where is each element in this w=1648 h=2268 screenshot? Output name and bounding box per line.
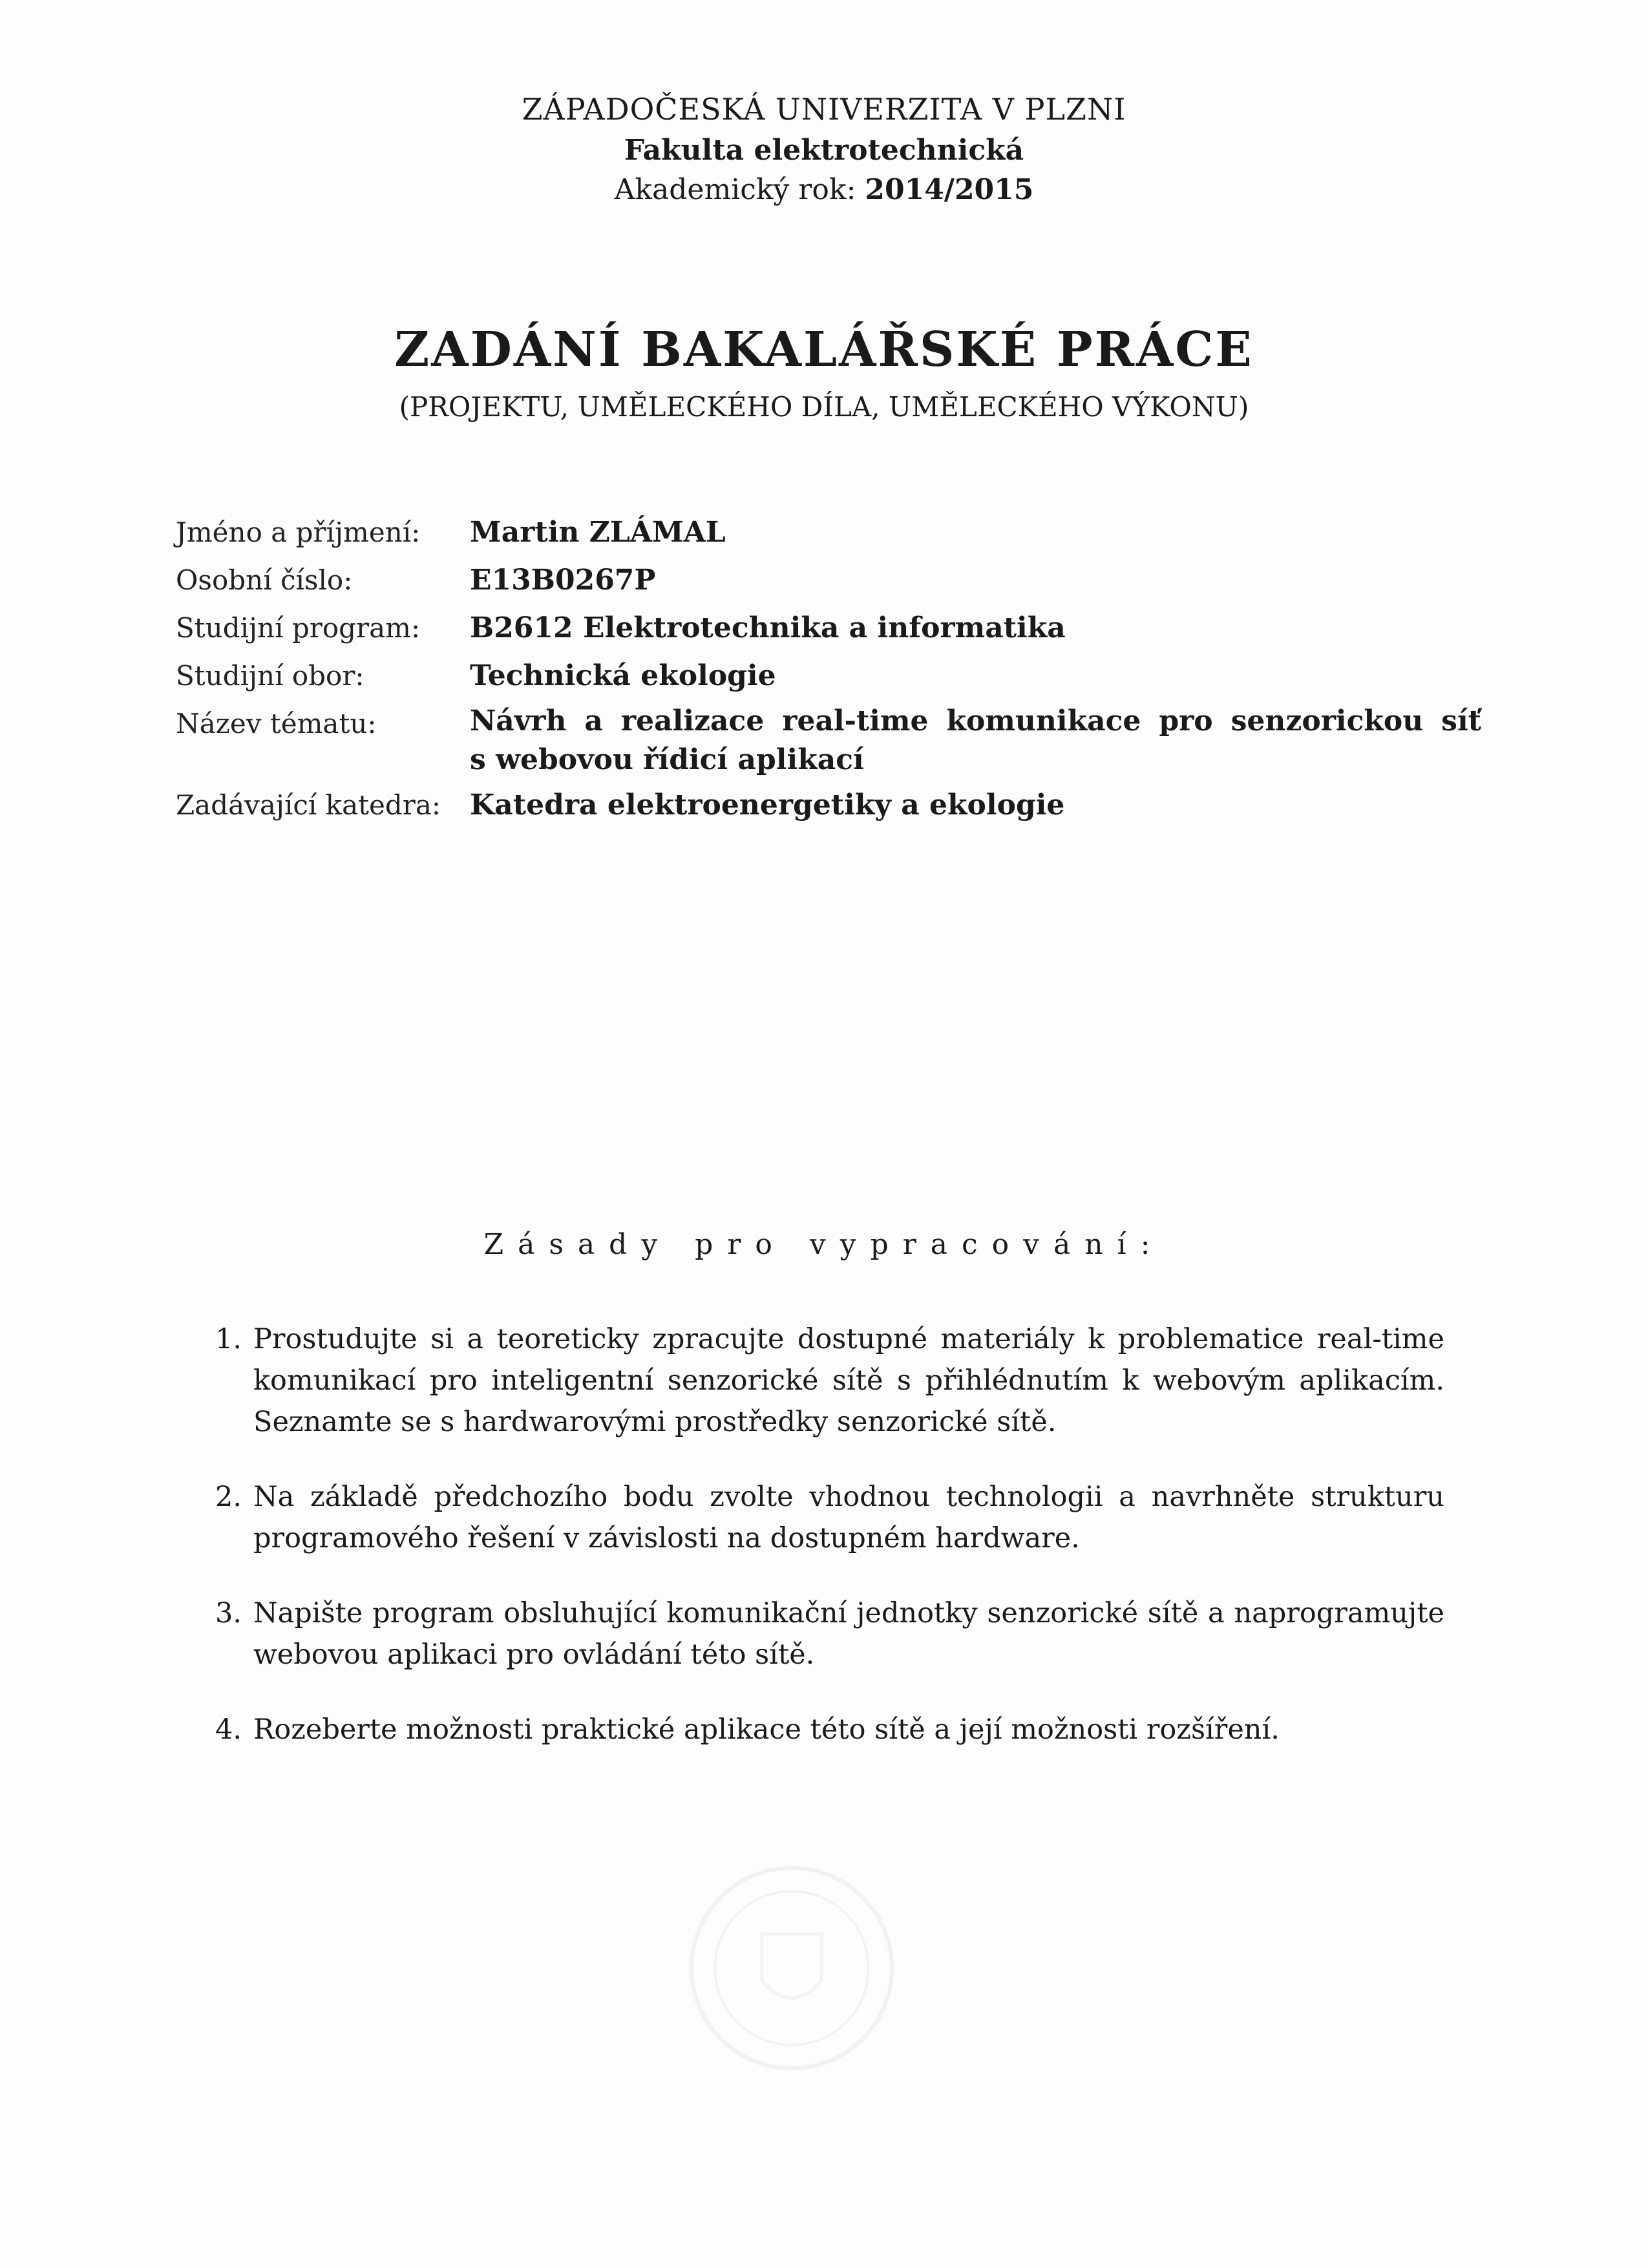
department-value: Katedra elektroenergetiky a ekologie (470, 789, 1065, 821)
principle-text: Na základě předchozího bodu zvolte vhodnou technologii a navrhněte strukturu programového řešení v závislosti na dostupném hardware. (253, 1481, 1444, 1554)
principle-item (207, 1319, 1444, 1443)
topic-value-line2: s webovou řídicí aplikací (470, 743, 864, 776)
id-label: Osobní číslo: (176, 564, 353, 596)
principle-number: 1. (215, 1323, 242, 1355)
academic-year (0, 173, 1648, 206)
program-label: Studijní program: (176, 612, 421, 644)
principle-number: 2. (215, 1481, 242, 1513)
principles-heading: Zásady pro vypracování: (483, 1228, 1165, 1261)
principle-number: 4. (215, 1713, 242, 1746)
student-info-table (176, 511, 1481, 831)
university-name: ZÁPADOČESKÁ UNIVERZITA V PLZNI (522, 92, 1126, 127)
document-subtitle: (PROJEKTU, UMĚLECKÉHO DÍLA, UMĚLECKÉHO VÝKONU) (399, 391, 1249, 423)
id-value: E13B0267P (470, 564, 656, 597)
document-title: ZADÁNÍ BAKALÁŘSKÉ PRÁCE (394, 322, 1254, 377)
academic-year-value: 2014/2015 (865, 173, 1034, 206)
info-row-id (176, 558, 1481, 602)
program-value: B2612 Elektrotechnika a informatika (470, 611, 1066, 644)
info-row-program (176, 606, 1481, 650)
principle-text: Rozeberte možnosti praktické aplikace této sítě a její možnosti rozšíření. (253, 1713, 1280, 1746)
principle-item (207, 1593, 1444, 1675)
principle-text: Napište program obsluhující komunikační jednotky senzorické sítě a naprogramujte webovou aplikaci pro ovládání této sítě. (253, 1597, 1444, 1671)
topic-value (470, 702, 1481, 779)
principle-item (207, 1709, 1444, 1750)
principles-list (207, 1319, 1444, 1784)
name-label: Jméno a příjmení: (176, 516, 421, 548)
field-label: Studijní obor: (176, 660, 364, 692)
topic-value-line1: Návrh a realizace real-time komunikace pro senzorickou síť (470, 705, 1481, 737)
faculty-name: Fakulta elektrotechnická (624, 134, 1024, 167)
info-row-name (176, 511, 1481, 555)
field-value: Technická ekologie (470, 659, 776, 692)
principle-number: 3. (215, 1597, 242, 1629)
faded-seal-icon (685, 1861, 898, 2075)
info-row-topic (176, 702, 1481, 779)
principle-text: Prostudujte si a teoreticky zpracujte dostupné materiály k problematice real-time komunikací pro inteligentní senzorické sítě s přihlédnutím k webovým aplikacím. Seznamte se s hardwarovými prostředky senzorické sítě. (253, 1323, 1444, 1438)
info-row-field (176, 654, 1481, 698)
department-label: Zadávající katedra: (176, 789, 441, 821)
name-value: Martin ZLÁMAL (470, 516, 726, 549)
academic-year-label: Akademický rok: (614, 173, 856, 206)
topic-label: Název tématu: (176, 708, 377, 739)
info-row-department (176, 783, 1481, 827)
principle-item (207, 1476, 1444, 1559)
